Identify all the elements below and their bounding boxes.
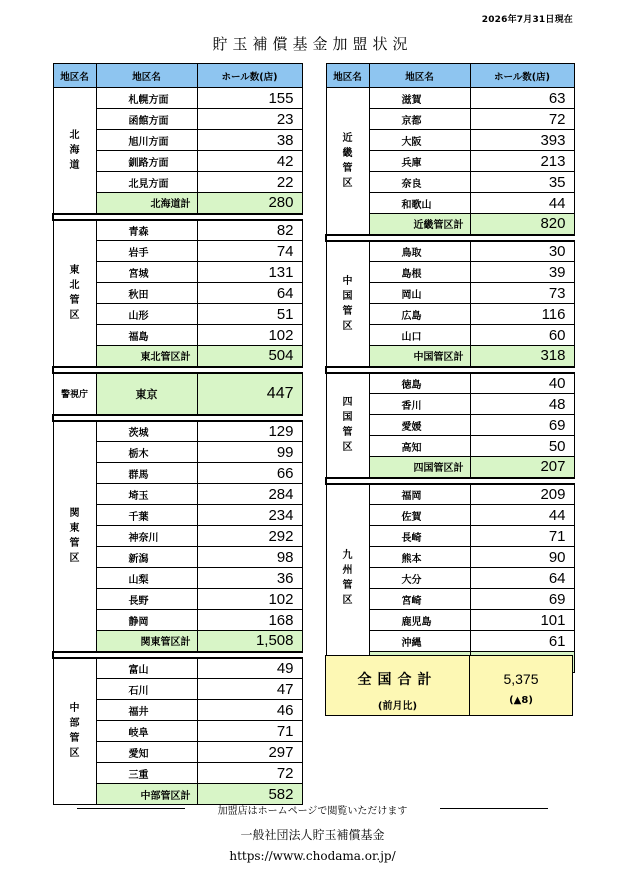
- hall-count: 46: [197, 700, 302, 721]
- prefecture-name: 愛媛: [369, 415, 470, 436]
- prefecture-name: 大阪: [369, 130, 470, 151]
- region-char: 国: [342, 412, 353, 423]
- hall-count: 50: [470, 436, 574, 457]
- prefecture-name: 佐賀: [369, 505, 470, 526]
- prev-month-label: (前月比): [377, 701, 418, 712]
- prefecture-name: 奈良: [369, 172, 470, 193]
- subtotal-label: 関東管区計: [96, 631, 197, 652]
- prefecture-name: 滋賀: [369, 88, 470, 109]
- hall-count: 292: [197, 526, 302, 547]
- region-char: 区: [342, 177, 353, 189]
- tokyo-row: [53, 373, 302, 415]
- hall-count: 155: [197, 88, 302, 109]
- prefecture-name: 山形: [96, 304, 197, 325]
- hall-count: 73: [470, 283, 574, 304]
- region-char: 管: [342, 305, 353, 317]
- hall-count: 51: [197, 304, 302, 325]
- hall-count: 40: [470, 373, 574, 394]
- prefecture-name: 高知: [369, 436, 470, 457]
- hall-count: 44: [470, 505, 574, 526]
- prefecture-name: 群馬: [96, 463, 197, 484]
- prefecture-name: 山口: [369, 325, 470, 346]
- prefecture-name: 岐阜: [96, 721, 197, 742]
- region-label: [54, 263, 96, 323]
- footer-note: 加盟店はホームページで閲覧いただけます: [217, 806, 408, 817]
- col-header-pref: 地区名: [96, 64, 197, 88]
- region-char: 東: [69, 523, 80, 534]
- hall-count: 284: [197, 484, 302, 505]
- region-char: 管: [69, 295, 80, 306]
- prefecture-name: 福井: [96, 700, 197, 721]
- region-char: 管: [342, 580, 353, 592]
- table-row: [326, 373, 574, 394]
- subtotal-count: 280: [197, 193, 302, 214]
- region-label: [54, 128, 96, 173]
- region-char: 管: [342, 427, 353, 438]
- region-label: [54, 701, 96, 761]
- hall-count: 64: [197, 283, 302, 304]
- subtotal-count: 582: [197, 784, 302, 805]
- prefecture-name: 福島: [96, 325, 197, 346]
- region-name: [326, 373, 369, 478]
- prefecture-name: 愛知: [96, 742, 197, 763]
- table-row: [53, 658, 302, 679]
- prefecture-name: 沖縄: [369, 631, 470, 652]
- region-label: [327, 548, 369, 608]
- table-row: [326, 241, 574, 262]
- prefecture-name: 秋田: [96, 283, 197, 304]
- hall-count: 22: [197, 172, 302, 193]
- left-membership-table: [52, 63, 303, 805]
- subtotal-count: 1,508: [197, 631, 302, 652]
- hall-count: 71: [470, 526, 574, 547]
- hall-count: 72: [470, 109, 574, 130]
- prefecture-name: 大分: [369, 568, 470, 589]
- subtotal-count: 318: [470, 346, 574, 367]
- region-label: [327, 274, 369, 334]
- hall-count: 213: [470, 151, 574, 172]
- prefecture-name: 茨城: [96, 421, 197, 442]
- hall-count: 63: [470, 88, 574, 109]
- footer-url-link[interactable]: https://www.chodama.or.jp/: [229, 849, 396, 863]
- hall-count: 82: [197, 220, 302, 241]
- prefecture-name: 宮城: [96, 262, 197, 283]
- hall-count: 116: [470, 304, 574, 325]
- national-total-label: 全国合計: [357, 672, 438, 688]
- prefecture-name: 札幌方面: [96, 88, 197, 109]
- subtotal-count: 504: [197, 346, 302, 367]
- hall-count: 393: [470, 130, 574, 151]
- prefecture-name: 鹿児島: [369, 610, 470, 631]
- col-header-region: 地区名: [53, 64, 96, 88]
- region-label: [54, 506, 96, 566]
- region-name: [53, 88, 96, 214]
- page-title: 貯玉補償基金加盟状況: [212, 35, 413, 53]
- national-total-value-cell: [470, 656, 572, 715]
- footer-organization: 一般社団法人貯玉補償基金: [240, 828, 385, 842]
- col-header-pref: 地区名: [369, 64, 470, 88]
- region-char: 区: [69, 748, 80, 760]
- hall-count: 64: [470, 568, 574, 589]
- hall-count: 99: [197, 442, 302, 463]
- hall-count: 61: [470, 631, 574, 652]
- hall-count: 98: [197, 547, 302, 568]
- table-row: [326, 484, 574, 505]
- region-name: [326, 241, 369, 367]
- prefecture-name: 栃木: [96, 442, 197, 463]
- subtotal-label: 近畿管区計: [369, 214, 470, 235]
- prefecture-name: 東京: [96, 373, 197, 415]
- region-char: 区: [342, 320, 353, 332]
- hall-count: 297: [197, 742, 302, 763]
- subtotal-label: 中部管区計: [96, 784, 197, 805]
- prefecture-name: 神奈川: [96, 526, 197, 547]
- region-name: 警視庁: [53, 373, 96, 415]
- prefecture-name: 兵庫: [369, 151, 470, 172]
- table-row: [53, 220, 302, 241]
- hall-count: 30: [470, 241, 574, 262]
- hall-count: 102: [197, 589, 302, 610]
- hall-count: 69: [470, 589, 574, 610]
- prefecture-name: 福岡: [369, 484, 470, 505]
- hall-count: 234: [197, 505, 302, 526]
- region-char: 州: [342, 565, 353, 577]
- region-char: 区: [69, 310, 80, 321]
- prefecture-name: 新潟: [96, 547, 197, 568]
- hall-count: 101: [470, 610, 574, 631]
- hall-count: 44: [470, 193, 574, 214]
- region-char: 区: [342, 442, 353, 453]
- prefecture-name: 静岡: [96, 610, 197, 631]
- region-label: [327, 395, 369, 455]
- region-char: 中: [69, 703, 80, 715]
- prefecture-name: 徳島: [369, 373, 470, 394]
- prefecture-name: 山梨: [96, 568, 197, 589]
- region-char: 管: [342, 162, 353, 174]
- prefecture-name: 埼玉: [96, 484, 197, 505]
- prefecture-name: 熊本: [369, 547, 470, 568]
- region-name: [326, 88, 369, 235]
- hall-count: 60: [470, 325, 574, 346]
- subtotal-count: 207: [470, 457, 574, 478]
- hall-count: 129: [197, 421, 302, 442]
- hall-count: 49: [197, 658, 302, 679]
- region-char: 東: [69, 265, 80, 276]
- hall-count: 38: [197, 130, 302, 151]
- hall-count: 72: [197, 763, 302, 784]
- prefecture-name: 北見方面: [96, 172, 197, 193]
- region-name: [53, 658, 96, 805]
- region-char: 北: [69, 129, 80, 141]
- region-char: 中: [342, 275, 353, 287]
- region-name: [53, 220, 96, 367]
- region-char: 道: [69, 159, 80, 171]
- subtotal-label: 中国管区計: [369, 346, 470, 367]
- subtotal-count: 820: [470, 214, 574, 235]
- prefecture-name: 長野: [96, 589, 197, 610]
- hall-count: 66: [197, 463, 302, 484]
- hall-count: 74: [197, 241, 302, 262]
- hall-count: 35: [470, 172, 574, 193]
- prefecture-name: 京都: [369, 109, 470, 130]
- hall-count: 23: [197, 109, 302, 130]
- prefecture-name: 岩手: [96, 241, 197, 262]
- hall-count: 90: [470, 547, 574, 568]
- hall-count: 168: [197, 610, 302, 631]
- hall-count: 71: [197, 721, 302, 742]
- region-char: 管: [69, 538, 80, 549]
- hall-count: 39: [470, 262, 574, 283]
- region-char: 関: [69, 508, 80, 519]
- national-total-count: 5,375: [503, 671, 539, 687]
- hall-count: 36: [197, 568, 302, 589]
- col-header-count: ホール数(店): [197, 64, 302, 88]
- prefecture-name: 石川: [96, 679, 197, 700]
- prefecture-name: 旭川方面: [96, 130, 197, 151]
- prefecture-name: 釧路方面: [96, 151, 197, 172]
- prefecture-name: 岡山: [369, 283, 470, 304]
- hall-count: 447: [197, 373, 302, 415]
- region-char: 部: [69, 718, 80, 730]
- region-char: 北: [69, 280, 80, 291]
- region-label: [327, 131, 369, 191]
- prefecture-name: 千葉: [96, 505, 197, 526]
- region-char: 管: [69, 733, 80, 745]
- national-total-label-cell: [326, 656, 470, 715]
- prefecture-name: 青森: [96, 220, 197, 241]
- right-membership-table: [325, 63, 575, 673]
- region-char: 畿: [342, 147, 353, 159]
- table-row: [53, 421, 302, 442]
- subtotal-label: 四国管区計: [369, 457, 470, 478]
- region-char: 区: [342, 595, 353, 607]
- hall-count: 69: [470, 415, 574, 436]
- hall-count: 47: [197, 679, 302, 700]
- prefecture-name: 宮崎: [369, 589, 470, 610]
- hall-count: 102: [197, 325, 302, 346]
- prefecture-name: 三重: [96, 763, 197, 784]
- region-char: 区: [69, 553, 80, 564]
- subtotal-label: 北海道計: [96, 193, 197, 214]
- region-char: 四: [342, 397, 353, 408]
- region-char: 近: [342, 132, 353, 144]
- region-char: 海: [69, 144, 80, 156]
- prefecture-name: 和歌山: [369, 193, 470, 214]
- hall-count: 209: [470, 484, 574, 505]
- region-name: [326, 484, 369, 673]
- region-name: [53, 421, 96, 652]
- prefecture-name: 長崎: [369, 526, 470, 547]
- as-of-date: 2026年7月31日現在: [481, 15, 573, 25]
- hall-count: 42: [197, 151, 302, 172]
- col-header-count: ホール数(店): [470, 64, 574, 88]
- national-total-box: [325, 655, 573, 716]
- col-header-region: 地区名: [326, 64, 369, 88]
- region-char: 九: [342, 550, 353, 562]
- prefecture-name: 富山: [96, 658, 197, 679]
- prefecture-name: 島根: [369, 262, 470, 283]
- prefecture-name: 鳥取: [369, 241, 470, 262]
- prev-month-diff: (▲8): [509, 695, 533, 706]
- prefecture-name: 香川: [369, 394, 470, 415]
- hall-count: 48: [470, 394, 574, 415]
- table-row: [326, 88, 574, 109]
- prefecture-name: 函館方面: [96, 109, 197, 130]
- region-char: 国: [342, 290, 353, 302]
- subtotal-label: 東北管区計: [96, 346, 197, 367]
- prefecture-name: 広島: [369, 304, 470, 325]
- hall-count: 131: [197, 262, 302, 283]
- table-row: [53, 88, 302, 109]
